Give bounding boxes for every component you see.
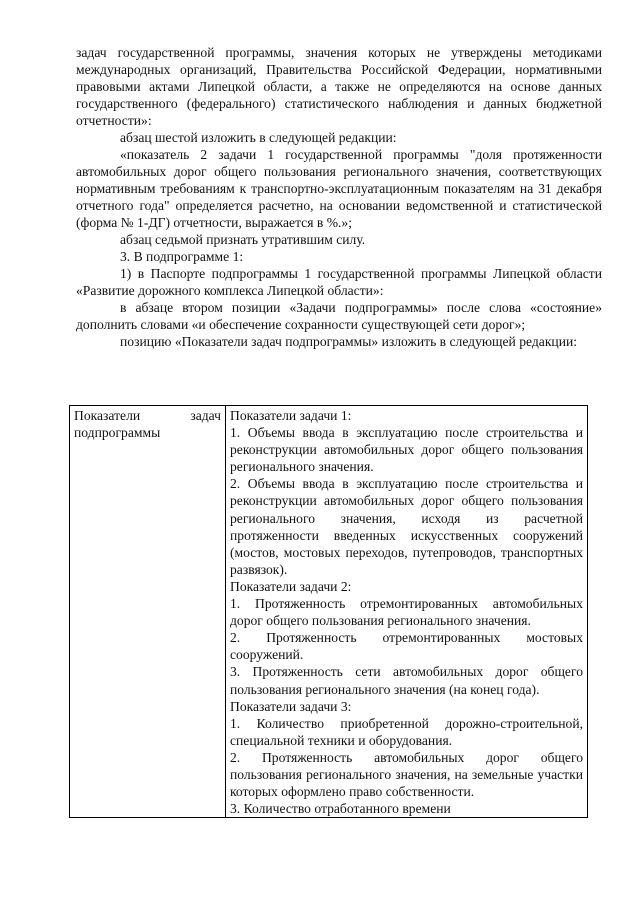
document-body [76,44,602,350]
table-cell-label: Показатели задач подпрограммы [70,406,226,818]
list-item: 3. Количество отработанного времени [230,801,451,817]
list-item: 1. Объемы ввода в эксплуатацию после строительства и реконструкции автомобильных дорог общего пользования регионального значения. [230,425,583,475]
list-item: 1. Количество приобретенной дорожно-строительной, специальной техники и оборудования. [230,715,583,748]
indicators-table [69,405,588,818]
paragraph: позицию «Показатели задач подпрограммы» изложить в следующей редакции: [120,334,578,349]
list-heading: Показатели задачи 3: [230,698,352,714]
list-item: 3. Протяженность сети автомобильных дорог общего пользования регионального значения (на конец года). [230,664,583,697]
list-item: 1. Протяженность отремонтированных автомобильных дорог общего пользования регионального значения. [230,596,583,629]
paragraph: 1) в Паспорте подпрограммы 1 государственной программы Липецкой области «Развитие дорожного комплекса Липецкой области»: [76,266,602,298]
table-cell-content [226,406,588,818]
paragraph: 3. В подпрограмме 1: [120,249,244,264]
list-item: 2. Протяженность отремонтированных мостовых сооружений. [230,630,583,663]
paragraph: «показатель 2 задачи 1 государственной программы "доля протяженности автомобильных дорог общего пользования регионального значения, соответствующих нормативным требованиям к транспортно-эксплуатационным показателям на 31 декабря отчетного года" определяется расчетно, на основании ведомственной и статистической (форма № 1-ДГ) отчетности, выражается в %.»; [76,147,602,230]
paragraph: абзац шестой изложить в следующей редакции: [120,130,397,145]
list-heading: Показатели задачи 1: [230,408,352,423]
list-heading: Показатели задачи 2: [230,578,352,594]
paragraph: задач государственной программы, значения которых не утверждены методиками международных организаций, Правительства Российской Федерации, нормативными правовыми актами Липецкой области, а также не определяются на основе данных государственного (федерального) статистического наблюдения и данных бюджетной отчетности»: [76,45,602,128]
table-row [70,406,588,818]
paragraph: абзац седьмой признать утратившим силу. [120,232,366,247]
paragraph: в абзаце втором позиции «Задачи подпрограммы» после слова «состояние» дополнить словами «и обеспечение сохранности существующей сети дорог»; [76,300,602,332]
list-item: 2. Объемы ввода в эксплуатацию после строительства и реконструкции автомобильных дорог общего пользования регионального значения, исходя из расчетной протяженности введенных искусственных сооружений (мостов, мостовых переходов, путепроводов, транспортных развязок). [230,476,583,577]
list-item: 2. Протяженность автомобильных дорог общего пользования регионального значения, на земельные участки которых оформлено право собственности. [230,749,583,800]
